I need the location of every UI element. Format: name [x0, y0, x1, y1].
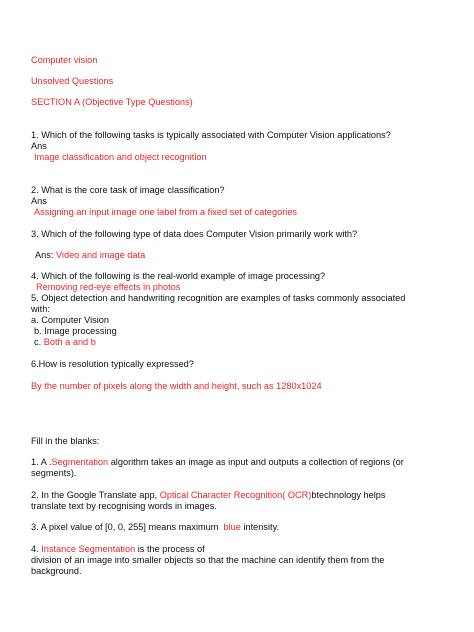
answer-3-line — [35, 249, 145, 261]
question-1: 1. Which of the following tasks is typically associated with Computer Vision applications? — [31, 130, 391, 140]
option-b: b. Image processing — [34, 326, 117, 336]
fill-item-3 — [31, 521, 279, 533]
fill-heading: Fill in the blanks: — [31, 436, 100, 446]
document-title: Computer vision — [31, 55, 98, 65]
option-a: a. Computer Vision — [31, 315, 109, 325]
fill-2-answer: Optical Character Recognition( OCR) — [159, 490, 312, 500]
question-5-line-2: with: — [31, 304, 50, 314]
answer-5: Both a and b — [43, 337, 96, 347]
question-6: 6.How is resolution typically expressed? — [31, 359, 194, 369]
fill-1-answer: Segmentation — [51, 457, 109, 467]
question-4: 4. Which of the following is the real-world example of image processing? — [31, 271, 326, 281]
fill-1-pre: 1. A . — [31, 457, 52, 467]
answer-3: Video and image data — [55, 250, 146, 260]
answer-1-prefix: Ans — [31, 141, 47, 151]
answer-2: Assigning an input image one label from a fixed set of categories — [34, 207, 298, 217]
option-c-prefix: c. — [34, 337, 42, 347]
answer-1: Image classification and object recognition — [34, 152, 207, 162]
fill-1-post: algorithm takes an image as input and outputs a collection of regions (or — [108, 457, 404, 467]
fill-item-4-line-2: division of an image into smaller objects so that the machine can identify them from the — [31, 555, 385, 565]
answer-2-prefix: Ans — [31, 196, 47, 206]
option-c — [34, 336, 96, 348]
fill-item-2-line-2: translate text by recognising words in images. — [31, 501, 217, 511]
fill-3-post: intensity. — [240, 522, 280, 532]
fill-2-post: btechnology helps — [311, 490, 386, 500]
document-subtitle: Unsolved Questions — [31, 76, 114, 86]
fill-3-pre: 3. A pixel value of [0, 0, 255] means maximum — [31, 522, 224, 532]
fill-item-1-line-2: segments). — [31, 468, 77, 478]
fill-2-pre: 2. In the Google Translate app, — [31, 490, 160, 500]
fill-item-1 — [31, 456, 404, 468]
question-5-line-1: 5. Object detection and handwriting recognition are examples of tasks commonly associated — [31, 293, 406, 303]
answer-4: Removing red-eye effects in photos — [36, 282, 181, 292]
fill-3-answer: blue — [223, 522, 241, 532]
fill-item-4-line-3: background. — [31, 566, 82, 576]
section-heading: SECTION A (Objective Type Questions) — [31, 97, 193, 107]
fill-4-answer: Instance Segmentation — [41, 544, 136, 554]
question-3: 3. Which of the following type of data does Computer Vision primarily work with? — [31, 229, 358, 239]
fill-4-post: is the process of — [135, 544, 205, 554]
fill-4-pre: 4. — [31, 544, 42, 554]
question-2: 2. What is the core task of image classification? — [31, 185, 225, 195]
answer-6: By the number of pixels along the width and height, such as 1280x1024 — [31, 381, 322, 391]
answer-3-prefix: Ans: — [35, 250, 54, 260]
